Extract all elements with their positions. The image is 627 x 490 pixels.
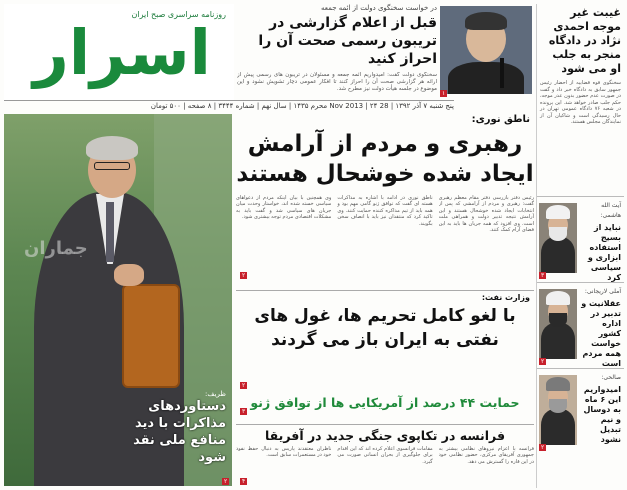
masthead-tagline: روزنامه سراسری صبح ایران: [131, 10, 226, 19]
photo-caption-kicker: ظریف:: [205, 390, 226, 398]
right-column: [536, 4, 624, 488]
main-photo[interactable]: [4, 114, 232, 486]
briefcase: [122, 284, 180, 388]
france-africa-column: فرانسه با اعزام نیروهای نظامی بیشتر به جمهوری آفریقای مرکزی، حضور نظامی خود در این قاره را گسترش می دهد.: [438, 446, 534, 465]
lead-story-column: وی همچنین با بیان اینکه مردم از دعواهای سیاسی خسته شده اند، خواستار وحدت میان جریان های سیاسی شد و گفت باید به مشکلات اقتصادی مردم توجه بیشتری شود.: [236, 195, 332, 221]
top-story-headline[interactable]: قبل از اعلام گزارشی در تریبون رسمی صحت آن را احراز کنید: [258, 15, 437, 67]
lead-story-column: ناطق نوری در ادامه با اشاره به مذاکرات هسته ای گفت که توافق ژنو گامی مهم بود و همه باید از تیم مذاکره کننده حمایت کنند. وی تاکید کرد که منتقدان نیز باید با انصاف سخن بگویند.: [337, 195, 433, 227]
right-column-item[interactable]: [537, 368, 624, 454]
france-africa-headline[interactable]: فرانسه در تکاپوی جنگی جدید در آفریقا: [236, 424, 534, 443]
geneva-poll-headline[interactable]: حمایت ۴۴ درصد از آمریکایی ها از توافق ژنو: [250, 395, 520, 410]
item-headline: عقلانیت و تدبیر در اداره کشور خواست همه مردم است: [581, 299, 621, 368]
right-column-headline[interactable]: غیبت غیر موجه احمدی نژاد در دادگاه منجر به جلب او می شود: [548, 6, 621, 75]
lead-story-page-badge: ۲: [242, 272, 246, 279]
oil-story-page-badge: ۲: [242, 382, 246, 389]
item-headline: امیدواریم این ۶ ماه به دوسال و نیم تبدیل نشود: [583, 385, 621, 444]
item-headline: نباید از بسیج استفاده ابزاری و سیاسی کرد: [587, 223, 621, 282]
top-story-photo: [440, 6, 532, 94]
page-badge: ۳: [541, 272, 545, 279]
logo-text: اسرار: [33, 16, 211, 89]
lead-story-title[interactable]: رهبری و مردم از آرامش ایجاد شده خوشحال هستند: [236, 131, 534, 187]
portrait-photo: [539, 203, 577, 273]
oil-story-kicker: وزارت نفت:: [481, 293, 530, 302]
lead-story[interactable]: [236, 114, 534, 290]
portrait-photo: [539, 289, 577, 359]
main-photo-page-badge: ۲: [224, 478, 228, 485]
newspaper-logo: [12, 10, 232, 90]
france-africa-page-badge: ۴: [242, 478, 246, 485]
item-kicker: آیت الله هاشمی:: [600, 202, 621, 219]
item-kicker: صالحی:: [601, 374, 621, 381]
photo-watermark: جماران: [24, 238, 88, 259]
france-africa-column: ناظران معتقدند پاریس به دنبال حفظ نفوذ خود در مستعمرات سابق است.: [236, 446, 332, 459]
dateline: پنج شنبه ۷ آذر ۱۳۹۲ | 28 Nov 2013 | ۲۴ محرم ۱۴۳۵ | سال نهم | شماره ۳۴۴۴ | ۸ صفحه | ۵۰۰ تومان: [4, 100, 454, 112]
right-column-body: سخنگوی قوه قضاییه از احضار رئیس جمهور سابق به دادگاه خبر داد و گفت در صورت عدم حضور بدون عذر موجه، حکم جلب صادر خواهد شد. این پرونده در شعبه ۷۶ دادگاه عمومی تهران در حال رسیدگی است و شاکیان آن از نمایندگان مجلس هستند.: [540, 80, 621, 125]
right-column-item[interactable]: [537, 282, 624, 368]
lead-story-column: رئیس دفتر بازرسی دفتر مقام معظم رهبری گفت: رهبری و مردم از آرامشی که پس از انتخابات ایجاد شده خوشحال هستند و این آرامش نتیجه تدبیر دولت و همراهی ملت است. وی افزود که همه جریان ها باید به این فضای آرام کمک کنند.: [438, 195, 534, 234]
lead-story-columns: [236, 195, 534, 263]
france-africa-columns: [236, 446, 534, 486]
page-badge: ۲: [541, 444, 545, 451]
item-kicker: آملی لاریجانی:: [584, 288, 621, 295]
masthead: [4, 4, 234, 100]
page-badge: ۲: [541, 358, 545, 365]
photo-caption: [106, 390, 226, 466]
lead-story-kicker: ناطق نوری:: [471, 114, 530, 125]
top-story-body: سخنگوی دولت گفت: امیدواریم ائمه جمعه و مسئولان در تریبون های رسمی پیش از ارائه هر گزارشی صحت آن را احراز کنند تا افکار عمومی دچار تشویش نشود و این موضوع در جلسه هیأت دولت نیز مطرح شد.: [237, 72, 437, 92]
oil-story[interactable]: [236, 290, 534, 400]
right-column-item[interactable]: [537, 196, 624, 282]
oil-story-title[interactable]: با لغو کامل تحریم ها، غول های نفتی به ایران باز می گردند: [254, 306, 516, 350]
top-story-kicker: در خواست سخنگوی دولت از ائمه جمعه: [321, 4, 437, 12]
portrait-photo: [539, 375, 577, 445]
top-story-page-badge: ۱: [442, 90, 446, 97]
top-story[interactable]: [237, 4, 437, 99]
geneva-poll-page-badge: ۳: [242, 408, 246, 415]
photo-caption-title: دستاوردهای مذاکرات با دید منافع ملی نقد شود: [133, 399, 226, 465]
france-africa-column: مقامات فرانسوی اعلام کرده اند که این اقدام برای جلوگیری از بحران انسانی صورت می گیرد.: [337, 446, 433, 465]
